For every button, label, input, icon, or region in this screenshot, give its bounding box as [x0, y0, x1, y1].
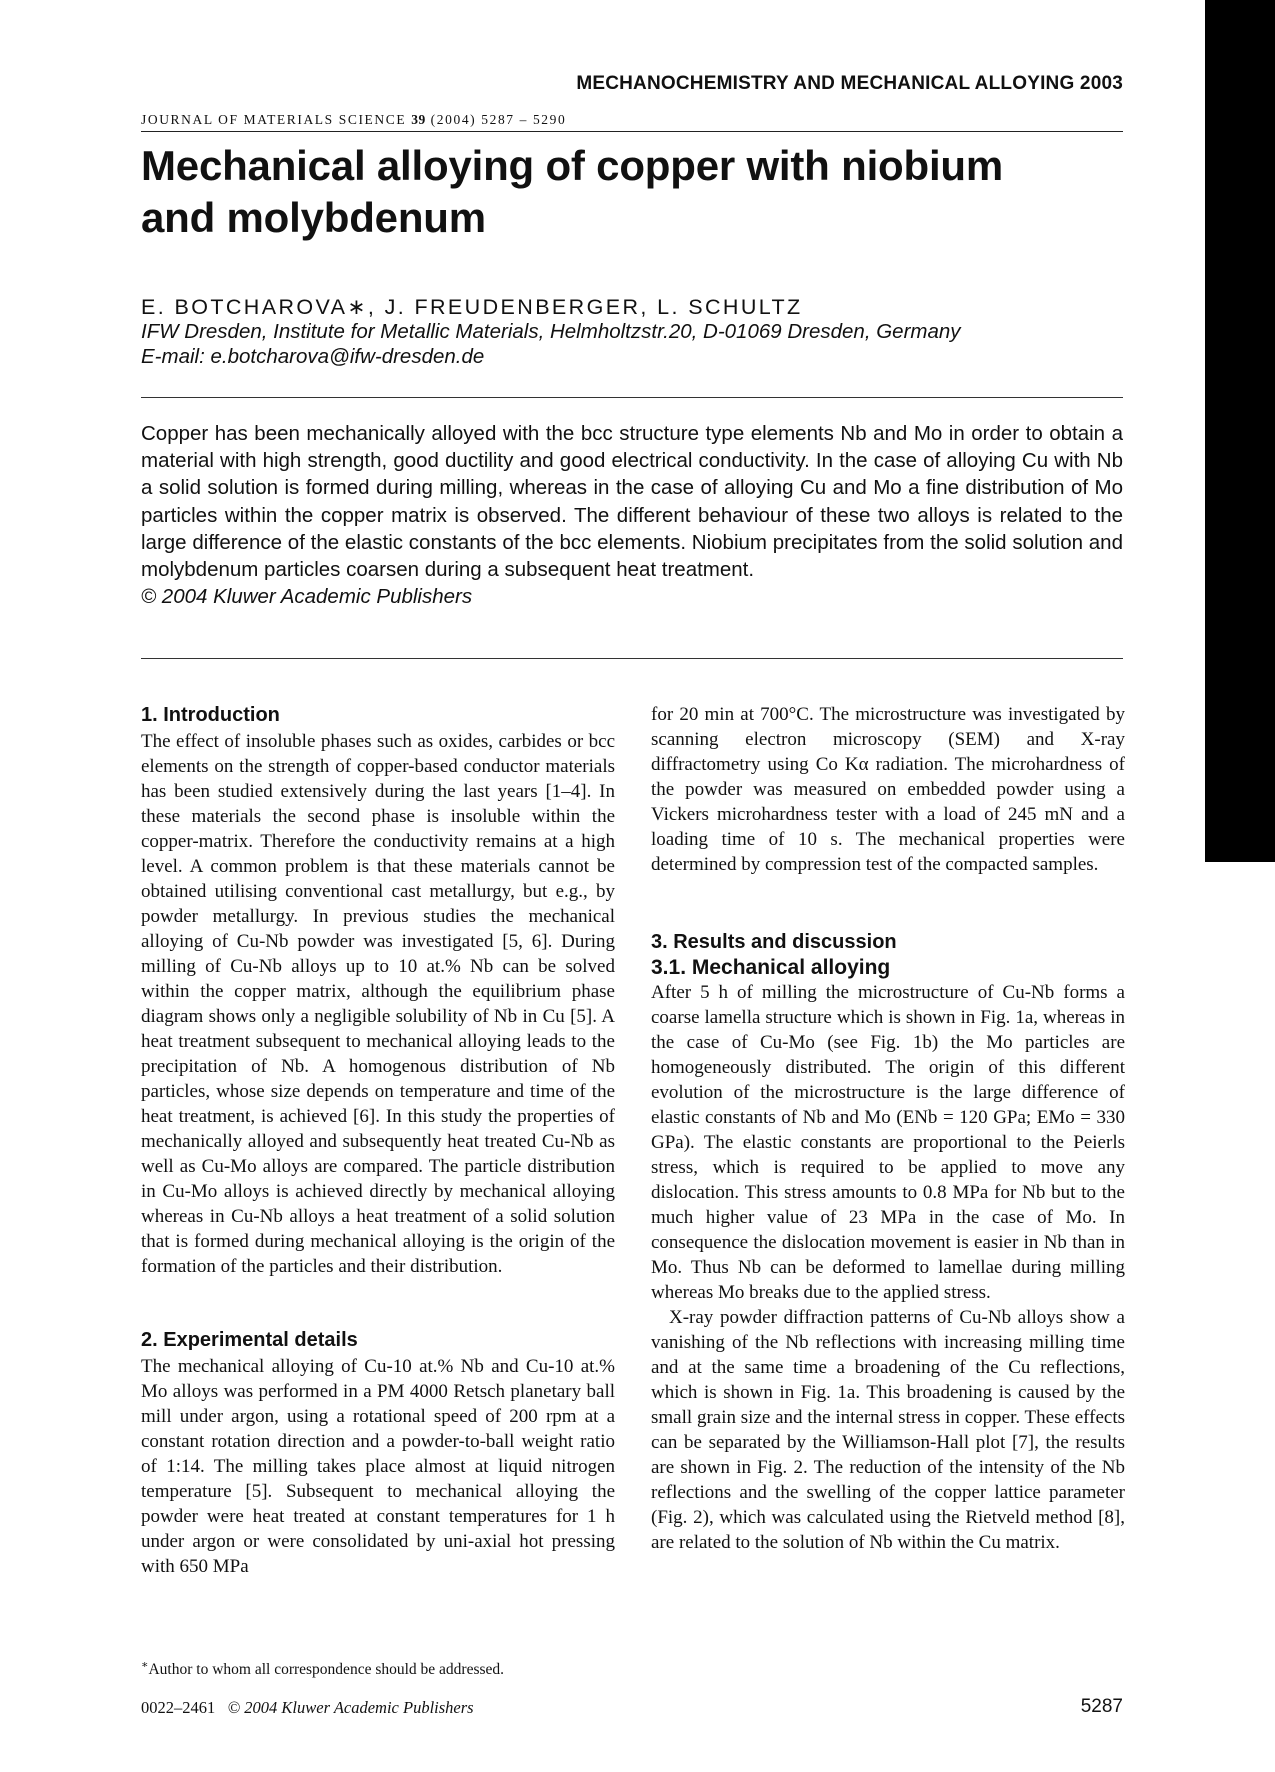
section-heading-introduction: 1. Introduction — [141, 704, 280, 726]
footnote-text: Author to whom all correspondence should be addressed. — [148, 1661, 505, 1679]
experimental-text-continued: for 20 min at 700°C. The microstructure was investigated by scanning electron microscopy (SEM) and X-ray diffractometry using Co Kα radiation. The microhardness of the powder was measured on embedded powder using a Vickers microhardness tester with a load of 245 mN and a loading time of 10 s. The mechanical properties were determined by compression test of the compacted samples. — [651, 704, 1125, 875]
author-list: E. BOTCHAROVA∗, J. FREUDENBERGER, L. SCHULTZ — [141, 295, 803, 319]
journal-citation — [141, 112, 566, 128]
abstract — [141, 420, 1123, 610]
section-heading-results: 3. Results and discussion — [651, 931, 897, 953]
abstract-text: Copper has been mechanically alloyed with the bcc structure type elements Nb and Mo in order to obtain a material with high strength, good ductility and good electrical conductivity. In the case of alloying Cu with Nb a solid solution is formed during milling, whereas in the case of alloying Cu and Mo a fine distribution of Mo particles within the copper matrix is observed. The different behaviour of these two alloys is related to the large difference of the elastic constants of the bcc elements. Niobium precipitates from the solid solution and molybdenum particles coarsen during a subsequent heat treatment. — [141, 422, 1123, 582]
results-paragraph-1: After 5 h of milling the microstructure of Cu-Nb forms a coarse lamella structure which is shown in Fig. 1a, whereas in the case of Cu-Mo (see Fig. 1b) the Mo particles are homogeneously distributed. The origin of this different evolution of the microstructure is the large difference of elastic constants of Nb and Mo (ENb = 120 GPa; EMo = 330 GPa). The elastic constants are proportional to the Peierls stress, which is required to be applied to move any dislocation. This stress amounts to 0.8 MPa for Nb but to the much higher value of 23 MPa in the case of Mo. In consequence the dislocation movement is easier in Nb than in Mo. Thus Nb can be deformed to lamellae during milling whereas Mo breaks due to the applied stress. — [651, 982, 1125, 1303]
footnote-mark: ∗ — [141, 1659, 149, 1671]
subsection-heading-mechanical-alloying: 3.1. Mechanical alloying — [651, 956, 891, 979]
abstract-top-rule — [141, 397, 1123, 398]
page-edge-tab — [1205, 0, 1275, 862]
abstract-copyright: © 2004 Kluwer Academic Publishers — [141, 585, 473, 609]
results-paragraph-2: X-ray powder diffraction patterns of Cu-Nb alloys show a vanishing of the Nb reflections with increasing milling time and at the same time a broadening of the Cu reflections, which is shown in Fig. 1a. This broadening is caused by the small grain size and the internal stress in copper. These effects can be separated by the Williamson-Hall plot [7], the results are shown in Fig. 2. The reduction of the intensity of the Nb reflections and the swelling of the copper lattice parameter (Fig. 2), which was calculated using the Rietveld method [8], are related to the solution of Nb within the Cu matrix. — [651, 1307, 1125, 1553]
issn: 0022–2461 — [141, 1698, 216, 1717]
paper-title: Mechanical alloying of copper with niobium and molybdenum — [141, 142, 1004, 241]
footer-copyright: © 2004 Kluwer Academic Publishers — [227, 1698, 474, 1717]
footnote — [141, 1658, 504, 1679]
series-header: MECHANOCHEMISTRY AND MECHANICAL ALLOYING 2003 — [576, 73, 1123, 94]
author-email: E-mail: e.botcharova@ifw-dresden.de — [141, 345, 485, 368]
page-number: 5287 — [1080, 1696, 1123, 1717]
right-column — [651, 702, 1125, 1555]
affiliation: IFW Dresden, Institute for Metallic Materials, Helmholtzstr.20, D-01069 Dresden, Germany — [141, 320, 961, 343]
journal-name: JOURNAL OF MATERIALS SCIENCE — [141, 112, 407, 127]
introduction-text: The effect of insoluble phases such as oxides, carbides or bcc elements on the strength of copper-based conductor materials has been studied extensively during the last years [1–4]. In these materials the second phase is insoluble within the copper-matrix. Therefore the conductivity remains at a high level. A common problem is that these materials cannot be obtained utilising conventional cast metallurgy, but e.g., by powder metallurgy. In previous studies the mechanical alloying of Cu-Nb powder was investigated [5, 6]. During milling of Cu-Nb alloys up to 10 at.% Nb can be solved within the copper matrix, although the equilibrium phase diagram shows only a negligible solubility of Nb in Cu [5]. A heat treatment subsequent to mechanical alloying leads to the precipitation of Nb. A homogenous distribution of Nb particles, whose size depends on temperature and time of the heat treatment, is achieved [6]. In this study the properties of mechanically alloyed and subsequently heat treated Cu-Nb as well as Cu-Mo alloys are compared. The particle distribution in Cu-Mo alloys is achieved directly by mechanical alloying whereas in Cu-Nb alloys a heat treatment of a solid solution that is formed during mechanical alloying is the origin of the formation of the particles and their distribution. — [141, 731, 615, 1277]
left-column — [141, 702, 615, 1579]
issn-line — [141, 1698, 474, 1718]
header-rule — [141, 131, 1123, 132]
journal-volume: 39 — [411, 112, 426, 127]
section-heading-experimental: 2. Experimental details — [141, 1329, 358, 1351]
experimental-text: The mechanical alloying of Cu-10 at.% Nb and Cu-10 at.% Mo alloys was performed in a PM 4000 Retsch planetary ball mill under argon, using a rotational speed of 200 rpm at a constant rotation direction and a powder-to-ball weight ratio of 1:14. The milling takes place almost at liquid nitrogen temperature [5]. Subsequent to mechanical alloying the powder were heat treated at constant temperatures for 1 h under argon or were consolidated by uni-axial hot pressing with 650 MPa — [141, 1356, 615, 1577]
abstract-bottom-rule — [141, 658, 1123, 659]
journal-year-pages: (2004) 5287 – 5290 — [430, 112, 567, 127]
